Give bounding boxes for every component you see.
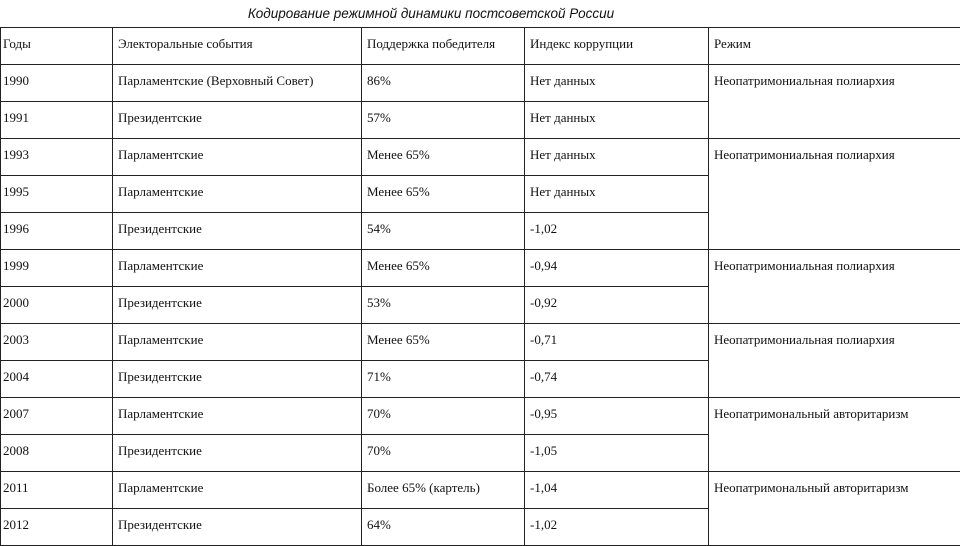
- cell-support: Менее 65%: [362, 324, 525, 361]
- cell-year: 1996: [1, 213, 113, 250]
- cell-regime: Неопатримониальная полиархия: [709, 324, 960, 398]
- cell-support: 71%: [362, 361, 525, 398]
- cell-support: 70%: [362, 398, 525, 435]
- cell-regime: Неопатримониальная полиархия: [709, 139, 960, 250]
- cell-event: Парламентские: [113, 139, 362, 176]
- table-row: [1, 472, 960, 509]
- cell-corruption: -0,71: [525, 324, 709, 361]
- cell-support: 57%: [362, 102, 525, 139]
- cell-corruption: Нет данных: [525, 65, 709, 102]
- regime-coding-table: [0, 27, 960, 546]
- cell-event: Парламентские: [113, 398, 362, 435]
- cell-event: Парламентские: [113, 472, 362, 509]
- cell-regime: Неопатримониальная полиархия: [709, 250, 960, 324]
- cell-year: 2007: [1, 398, 113, 435]
- cell-regime: Неопатримональный авторитаризм: [709, 398, 960, 472]
- header-electoral-events: Электоральные события: [113, 28, 362, 65]
- cell-event: Президентские: [113, 509, 362, 546]
- cell-year: 2008: [1, 435, 113, 472]
- cell-corruption: -1,02: [525, 213, 709, 250]
- cell-year: 2003: [1, 324, 113, 361]
- cell-corruption: -1,05: [525, 435, 709, 472]
- cell-year: 1993: [1, 139, 113, 176]
- cell-support: Менее 65%: [362, 250, 525, 287]
- table-row: [1, 324, 960, 361]
- header-corruption-index: Индекс коррупции: [525, 28, 709, 65]
- cell-year: 1999: [1, 250, 113, 287]
- cell-support: 70%: [362, 435, 525, 472]
- document-title: Кодирование режимной динамики постсоветской России: [0, 6, 862, 21]
- cell-event: Президентские: [113, 435, 362, 472]
- cell-event: Парламентские: [113, 250, 362, 287]
- cell-year: 2000: [1, 287, 113, 324]
- cell-year: 1995: [1, 176, 113, 213]
- cell-support: 54%: [362, 213, 525, 250]
- cell-event: Президентские: [113, 102, 362, 139]
- cell-support: 86%: [362, 65, 525, 102]
- cell-corruption: -1,04: [525, 472, 709, 509]
- cell-corruption: -1,02: [525, 509, 709, 546]
- cell-corruption: Нет данных: [525, 139, 709, 176]
- header-regime: Режим: [709, 28, 960, 65]
- cell-year: 2012: [1, 509, 113, 546]
- cell-event: Парламентские (Верховный Совет): [113, 65, 362, 102]
- header-years: Годы: [1, 28, 113, 65]
- cell-regime: Неопатримональный авторитаризм: [709, 472, 960, 546]
- cell-year: 2011: [1, 472, 113, 509]
- cell-regime: Неопатримониальная полиархия: [709, 65, 960, 139]
- table-row: [1, 398, 960, 435]
- cell-event: Президентские: [113, 361, 362, 398]
- header-winner-support: Поддержка победителя: [362, 28, 525, 65]
- cell-corruption: -0,92: [525, 287, 709, 324]
- table-row: [1, 65, 960, 102]
- table-body: [1, 65, 960, 546]
- cell-event: Парламентские: [113, 324, 362, 361]
- table-header-row: [1, 28, 960, 65]
- cell-support: Менее 65%: [362, 139, 525, 176]
- table-row: [1, 250, 960, 287]
- cell-support: 53%: [362, 287, 525, 324]
- cell-support: Более 65% (картель): [362, 472, 525, 509]
- cell-support: 64%: [362, 509, 525, 546]
- cell-event: Президентские: [113, 287, 362, 324]
- cell-year: 1991: [1, 102, 113, 139]
- cell-support: Менее 65%: [362, 176, 525, 213]
- cell-corruption: -0,74: [525, 361, 709, 398]
- table-row: [1, 139, 960, 176]
- cell-corruption: -0,95: [525, 398, 709, 435]
- cell-corruption: Нет данных: [525, 102, 709, 139]
- cell-corruption: -0,94: [525, 250, 709, 287]
- cell-corruption: Нет данных: [525, 176, 709, 213]
- cell-year: 1990: [1, 65, 113, 102]
- cell-year: 2004: [1, 361, 113, 398]
- cell-event: Парламентские: [113, 176, 362, 213]
- cell-event: Президентские: [113, 213, 362, 250]
